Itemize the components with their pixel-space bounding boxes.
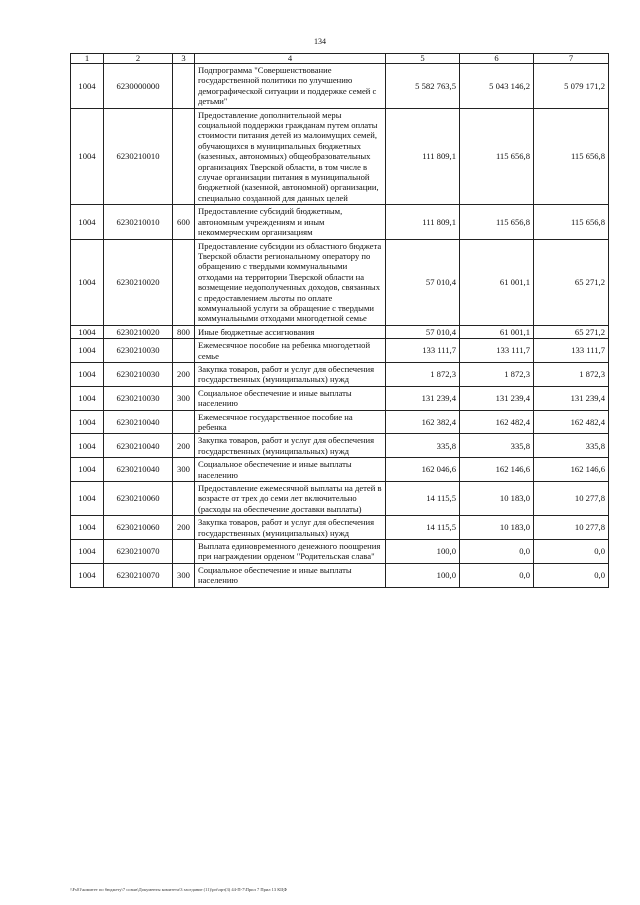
amount-cell: 0,0: [534, 540, 609, 564]
name-cell: Ежемесячное пособие на ребенка многодетной семье: [195, 339, 386, 363]
amount-cell: 335,8: [386, 434, 460, 458]
amount-cell: 162 046,6: [386, 458, 460, 482]
name-cell: Предоставление дополнительной меры социальной поддержки гражданам путем оплаты стоимости питания детей из малоимущих семей, обучающихся в муниципальных бюджетных (казенных, автономных) общеобразовательных организациях Тверской области, в том числе в случае организации питания в муниципальной бюджетной (казенной, автономной) организации, специально созданной для данных целей: [195, 108, 386, 205]
name-cell: Социальное обеспечение и иные выплаты населению: [195, 563, 386, 587]
section-cell: 1004: [71, 482, 104, 516]
section-cell: 1004: [71, 458, 104, 482]
table-row: [71, 458, 609, 482]
name-cell: Социальное обеспечение и иные выплаты населению: [195, 386, 386, 410]
section-cell: 1004: [71, 108, 104, 205]
amount-cell: 1 872,3: [534, 362, 609, 386]
amount-cell: 162 146,6: [534, 458, 609, 482]
amount-cell: 57 010,4: [386, 239, 460, 325]
expense-type-cell: [173, 239, 195, 325]
section-cell: 1004: [71, 386, 104, 410]
expense-type-cell: 300: [173, 386, 195, 410]
amount-cell: 14 115,5: [386, 482, 460, 516]
expense-type-cell: 300: [173, 563, 195, 587]
expense-type-cell: 200: [173, 362, 195, 386]
table-row: [71, 325, 609, 338]
table-row: [71, 482, 609, 516]
amount-cell: 100,0: [386, 563, 460, 587]
amount-cell: 115 656,8: [460, 205, 534, 239]
code-cell: 6230210030: [104, 386, 173, 410]
expense-type-cell: [173, 410, 195, 434]
amount-cell: 133 111,7: [460, 339, 534, 363]
amount-cell: 162 146,6: [460, 458, 534, 482]
table-row: [71, 108, 609, 205]
expense-type-cell: 200: [173, 434, 195, 458]
name-cell: Закупка товаров, работ и услуг для обеспечения государственных (муниципальных) нужд: [195, 434, 386, 458]
expense-type-cell: [173, 482, 195, 516]
code-cell: 6230210070: [104, 540, 173, 564]
amount-cell: 10 277,8: [534, 516, 609, 540]
amount-cell: 162 482,4: [460, 410, 534, 434]
amount-cell: 65 271,2: [534, 325, 609, 338]
name-cell: Предоставление ежемесячной выплаты на детей в возрасте от трех до семи лет включительно (расходы на обеспечение доставки выплаты): [195, 482, 386, 516]
amount-cell: 1 872,3: [386, 362, 460, 386]
amount-cell: 162 482,4: [534, 410, 609, 434]
section-cell: 1004: [71, 410, 104, 434]
name-cell: Предоставление субсидий бюджетным, автономным учреждениям и иным некоммерческим организациям: [195, 205, 386, 239]
code-cell: 6230210040: [104, 458, 173, 482]
column-number: 7: [534, 54, 609, 64]
amount-cell: 131 239,4: [534, 386, 609, 410]
amount-cell: 10 183,0: [460, 516, 534, 540]
page-number: 134: [314, 37, 326, 46]
amount-cell: 115 656,8: [460, 108, 534, 205]
section-cell: 1004: [71, 64, 104, 109]
code-cell: 6230210070: [104, 563, 173, 587]
amount-cell: 5 079 171,2: [534, 64, 609, 109]
expense-type-cell: [173, 540, 195, 564]
section-cell: 1004: [71, 239, 104, 325]
amount-cell: 111 809,1: [386, 205, 460, 239]
code-cell: 6230210010: [104, 108, 173, 205]
amount-cell: 100,0: [386, 540, 460, 564]
expense-type-cell: [173, 108, 195, 205]
amount-cell: 61 001,1: [460, 325, 534, 338]
table-row: [71, 239, 609, 325]
expense-type-cell: 600: [173, 205, 195, 239]
column-number: 5: [386, 54, 460, 64]
code-cell: 6230210060: [104, 516, 173, 540]
amount-cell: 65 271,2: [534, 239, 609, 325]
section-cell: 1004: [71, 325, 104, 338]
name-cell: Закупка товаров, работ и услуг для обеспечения государственных (муниципальных) нужд: [195, 362, 386, 386]
expense-type-cell: 800: [173, 325, 195, 338]
table-row: [71, 386, 609, 410]
code-cell: 6230210060: [104, 482, 173, 516]
section-cell: 1004: [71, 540, 104, 564]
amount-cell: 131 239,4: [460, 386, 534, 410]
name-cell: Подпрограмма "Совершенствование государственной политики по улучшению демографической ситуации и поддержке семей с детьми": [195, 64, 386, 109]
amount-cell: 61 001,1: [460, 239, 534, 325]
code-cell: 6230210030: [104, 339, 173, 363]
column-number: 3: [173, 54, 195, 64]
amount-cell: 10 277,8: [534, 482, 609, 516]
expense-type-cell: 300: [173, 458, 195, 482]
code-cell: 6230210010: [104, 205, 173, 239]
section-cell: 1004: [71, 362, 104, 386]
amount-cell: 57 010,4: [386, 325, 460, 338]
section-cell: 1004: [71, 516, 104, 540]
name-cell: Выплата единовременного денежного поощрения при награждении орденом "Родительская слава": [195, 540, 386, 564]
column-number-row: [71, 54, 609, 64]
amount-cell: 335,8: [460, 434, 534, 458]
code-cell: 6230210030: [104, 362, 173, 386]
table-row: [71, 540, 609, 564]
code-cell: 6230210040: [104, 410, 173, 434]
table-row: [71, 64, 609, 109]
amount-cell: 115 656,8: [534, 108, 609, 205]
expense-type-cell: [173, 64, 195, 109]
expense-type-cell: [173, 339, 195, 363]
budget-table: [70, 53, 609, 588]
section-cell: 1004: [71, 563, 104, 587]
table-row: [71, 410, 609, 434]
code-cell: 6230210020: [104, 239, 173, 325]
code-cell: 6230210020: [104, 325, 173, 338]
table-row: [71, 205, 609, 239]
column-number: 6: [460, 54, 534, 64]
amount-cell: 0,0: [534, 563, 609, 587]
table-row: [71, 339, 609, 363]
amount-cell: 115 656,8: [534, 205, 609, 239]
amount-cell: 5 043 146,2: [460, 64, 534, 109]
table-row: [71, 563, 609, 587]
name-cell: Социальное обеспечение и иные выплаты населению: [195, 458, 386, 482]
amount-cell: 162 382,4: [386, 410, 460, 434]
column-number: 2: [104, 54, 173, 64]
name-cell: Закупка товаров, работ и услуг для обеспечения государственных (муниципальных) нужд: [195, 516, 386, 540]
amount-cell: 0,0: [460, 563, 534, 587]
amount-cell: 10 183,0: [460, 482, 534, 516]
name-cell: Предоставление субсидии из областного бюджета Тверской области региональному оператору по обращению с твердыми коммунальными отходами на территории Тверской области на возмещение недополученных доходов, связанных с предоставлением льготы по оплате коммунальной услуги за обращение с твердыми коммунальными отходами многодетной семье: [195, 239, 386, 325]
amount-cell: 133 111,7: [386, 339, 460, 363]
file-path-footer: \\Fs01\комитет по бюджету\7 созыв\Документы комитета\3 заседание (11)\prt\прт(3) 44-П-7\Прил 7 Прил 13 КЦФ: [70, 887, 288, 892]
table-row: [71, 362, 609, 386]
amount-cell: 0,0: [460, 540, 534, 564]
amount-cell: 131 239,4: [386, 386, 460, 410]
amount-cell: 1 872,3: [460, 362, 534, 386]
amount-cell: 335,8: [534, 434, 609, 458]
name-cell: Иные бюджетные ассигнования: [195, 325, 386, 338]
column-number: 4: [195, 54, 386, 64]
table-row: [71, 434, 609, 458]
table-row: [71, 516, 609, 540]
section-cell: 1004: [71, 339, 104, 363]
column-number: 1: [71, 54, 104, 64]
section-cell: 1004: [71, 205, 104, 239]
code-cell: 6230000000: [104, 64, 173, 109]
code-cell: 6230210040: [104, 434, 173, 458]
section-cell: 1004: [71, 434, 104, 458]
budget-table-body: [71, 54, 609, 588]
amount-cell: 14 115,5: [386, 516, 460, 540]
amount-cell: 133 111,7: [534, 339, 609, 363]
expense-type-cell: 200: [173, 516, 195, 540]
amount-cell: 111 809,1: [386, 108, 460, 205]
name-cell: Ежемесячное государственное пособие на ребенка: [195, 410, 386, 434]
amount-cell: 5 582 763,5: [386, 64, 460, 109]
